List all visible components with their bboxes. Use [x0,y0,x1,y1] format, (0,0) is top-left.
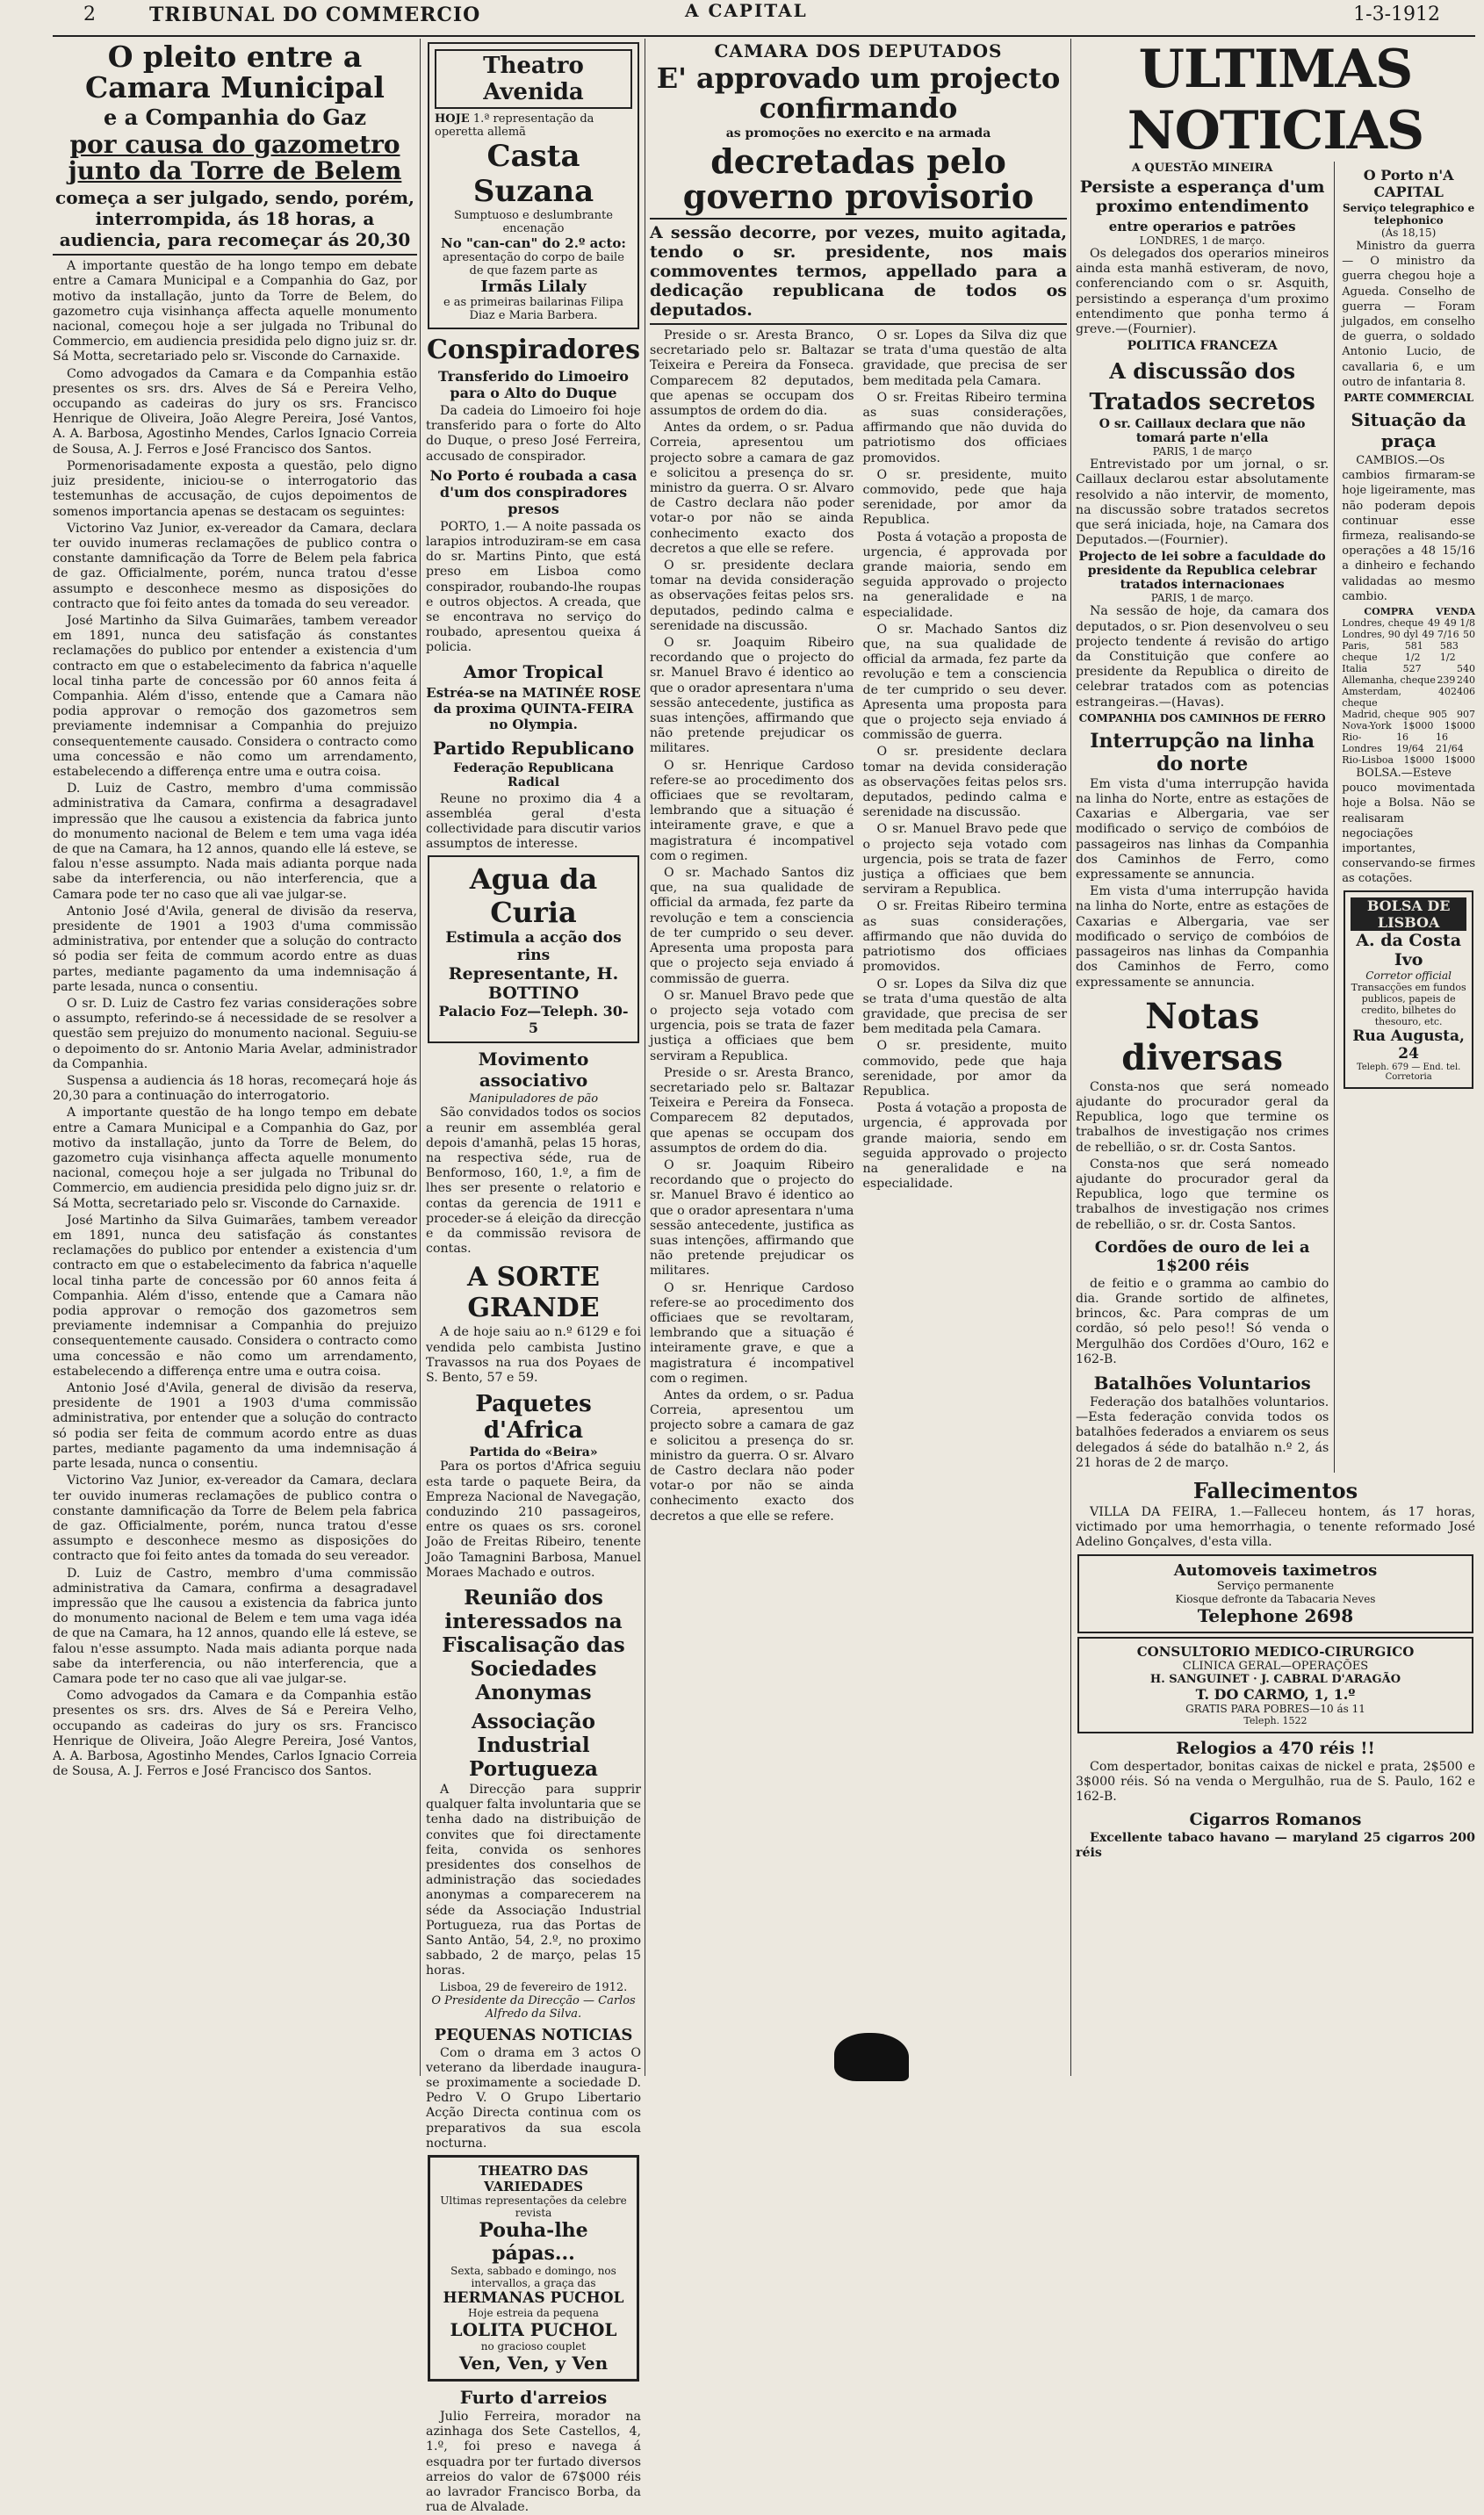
theatre-avenida-ad [428,42,639,329]
column-1 [53,39,417,2076]
notas-body: Consta-nos que será nomeado ajudante do procurador geral da Republica, logo que termine os trabalhos de investigação nos crimes de rebellião, o sr. dr. Costa Santos. [1076,1079,1329,1155]
c1-paragraph: Victorino Vaz Junior, ex-vereador da Camara, declara ter ouvido inumeras reclamações de publico contra o constante damnificação da Torre de Belem pela fabrica de gaz. Officialmente, porém, nunca tratou d'esse assumpto e desconhece mesmo as disposições do contracto que foi feito antes da tomada do seu vereador. [53,521,417,611]
c3-paragraph: O sr. Joaquim Ribeiro recordando que o projecto do sr. Manuel Bravo é identico ao que o orador apresentara n'uma sessão antecedente, justifica as suas intenções, affirmando que não pretende prejudicar os militares. [650,1157,854,1279]
cambio-row [1342,640,1475,663]
sorte-body: A de hoje saiu ao n.º 6129 e foi vendida pelo cambista Justino Travassos na rua dos Poyaes de S. Bento, 57 e 59. [426,1325,641,1386]
page-number: 2 [83,4,96,25]
variedades-name: THEATRO DAS VARIEDADES [479,2162,588,2194]
cambio-cell: Madrid, cheque [1342,709,1420,721]
cambio-cell: 527 [1402,663,1422,675]
theatre-desc: Sumptuoso e deslumbrante encenação [454,209,613,235]
c1-paragraph: A importante questão de ha longo tempo em debate entre a Camara Municipal e a Companhia do Gaz, por motivo da installação, junto da Torre de Belem, do gazometro cuja visinhança affecta aquelle monumento nacional, começou hoje a ser julgada no Tribunal do Commercio, em audiencia presidida pelo digno juiz sr. dr. Sá Motta, secretariado pelo sr. Visconde do Carnaxide. [53,1106,417,1211]
variedades-star-2: no gracioso couplet [480,2339,587,2353]
consultorio-ad [1077,1637,1473,1733]
c3-paragraph: Antes da ordem, o sr. Padua Correia, apresentou um projecto sobre a camara de gaz e solicitou a presença do sr. ministro da guerra. O sr. Alvaro de Castro declara não poder votar-o por não se ainda conhecimento exacto dos decretos a que elle se refere. [650,1387,854,1524]
conspiradores-body: Da cadeia do Limoeiro foi hoje transferido para o forte do Alto do Duque, o preso José Ferreira, accusado de conspirador. [426,404,641,464]
furto-title: Furto d'arreios [459,2386,608,2408]
notas-title: Notas diversas [1121,995,1284,1078]
politica-label: POLITICA FRANCEZA [1127,339,1278,354]
amor-tropical-sub: Estréa-se na MATINÉE ROSE da proxima QUINTA-FEIRA no Olympia. [426,684,641,732]
theatre-cancan: No "can-can" do 2.º acto: [441,235,626,251]
porto-body: Ministro da guerra — O ministro da guerra chegou hoje a Agueda. Conselho de guerra — Foram julgados, em conselho de guerra, o soldado Antonio Lucio, de cavallaria 6, e um outro de infantaria 8. [1342,240,1475,389]
c3-paragraph: O sr. presidente declara tomar na devida consideração as observações feitas pelos srs. deputados, pedindo calma e serenidade na discussão. [650,558,854,633]
batalhoes-title: Batalhões Voluntarios [1093,1372,1311,1394]
c1-headline-2: e a Companhia do Gaz [103,104,367,131]
consult-addr: T. DO CARMO, 1, 1.º [1195,1685,1356,1703]
c3-paragraph: O sr. Henrique Cardoso refere-se ao procedimento dos officiaes que se revoltaram, lembrando que a situação é inteiramente grave, e que a magistratura é incompativel com o regimen. [650,758,854,863]
pequenas-body: Com o drama em 3 actos O veterano da liberdade inaugura-se proximamente a sociedade D. Pedro V. O Grupo Libertario Acção Directa continua com os preparativos da sua escola nocturna. [426,2045,641,2151]
c1-paragraph: D. Luiz de Castro, membro d'uma commissão administrativa da Camara, confirma a desagradavel impressão que lhe causou a existencia da fabrica junto do monumento nacional de Belem e tem uma vaga idéa de que na Camara, ha 12 annos, quando elle lá esteve, se falou n'esse assumpto. Nada mais adianta porque nada sabe da interferencia, ou não interferencia, que a Camara pode ter no caso que ali vae julgar-se. [53,782,417,902]
theatre-today: HOJE [435,112,470,126]
c3-paragraph: O sr. Joaquim Ribeiro recordando que o projecto do sr. Manuel Bravo é identico ao que o orador apresentara n'uma sessão antecedente, justifica as suas intenções, affirmando que não pretende prejudicar os militares. [650,636,854,756]
cambio-cell: 581 1/2 [1404,640,1423,664]
cambio-cell: 907 [1456,709,1475,721]
c3-paragraph: O sr. Manuel Bravo pede que o projecto seja votado com urgencia, pois se trata de fazer justiça a officiaes que bem serviram a Republica. [650,988,854,1063]
cambio-cell: 49 1/8 [1444,617,1475,630]
c1-paragraph: Como advogados da Camara e da Companhia estão presentes os srs. drs. Alves de Sá e Pereira Velho, occupando as cadeiras do jury os srs. Francisco Henrique de Oliveira, João Alegre Pereira, José Vantos, A. A. Barbosa, Agostinho Mendes, Carlos Ignacio Correia de Sousa, A. J. Ferros e José Francisco dos Santos. [53,1689,417,1779]
partido-title: Partido Republicano [432,737,635,759]
agua-sub: Estimula a acção dos rins [445,929,622,965]
consult-tel: Teleph. 1522 [1243,1714,1308,1726]
porto-sub: Serviço telegraphico e telephonico [1342,202,1475,227]
variedades-song: Ven, Ven, y Ven [458,2352,609,2374]
cambio-cell: 50 [1463,629,1475,641]
caminhos-label: COMPANHIA DOS CAMINHOS DE FERRO [1078,711,1326,724]
c1-paragraph: Antonio José d'Avila, general de divisão da reserva, presidente de 1901 a 1903 d'uma commissão administrativa, por entender que a solução do contracto só podia ser feita de commum acordo entre as duas partes, mediante pagamento da uma indemnisação á parte lesada, nunca o consentiu. [53,1381,417,1472]
page-header [0,0,1484,35]
c3-sub: as promoções no exercito e na armada [725,126,991,141]
cambio-cell: 1$000 [1444,754,1475,767]
column-4 [1076,39,1475,2076]
projecto-date: PARIS, 1 de março. [1150,592,1254,605]
assoc-title: Associação Industrial Portugueza [469,1709,598,1781]
mineira-label: A QUESTÃO MINEIRA [1131,162,1273,175]
cambio-row [1342,617,1475,629]
cambios-body: CAMBIOS.—Os cambios firmaram-se hoje ligeiramente, mas não poderam depois continuar esse firmeza, realisando-se operações a 48 15/16 a dinheiro e fechando validadas ao mesmo cambio. [1342,454,1475,603]
agua-title: Agua da Curia [469,862,598,930]
paquetes-body: Para os portos d'Africa seguiu esta tarde o paquete Beira, da Empreza Nacional de Navegação, conduzindo 210 passageiros, entre os quaes os srs. coronel João de Freitas Ribeiro, tenente João Tamagnini Barbosa, Manuel Moraes Machado e outros. [426,1459,641,1580]
cambio-cell: Amsterdam, cheque [1342,686,1402,710]
c3-headline-2: decretadas pelo governo provisorio [682,141,1034,217]
bolsa-ad-addr: Rua Augusta, 24 [1352,1027,1465,1063]
cambio-cell: Italia [1342,663,1368,675]
variedades-names-2: Hoje estreia da pequena [468,2306,599,2319]
cambio-row [1342,674,1475,686]
bolsa-ad-role: Corretor official [1365,969,1452,982]
porto-time: (Ás 18,15) [1380,227,1437,239]
cigarros-body: Excellente tabaco havano — maryland 25 cigarros 200 réis [1076,1831,1475,1861]
cordoes-title: Cordões de ouro de lei a 1$200 réis [1094,1237,1310,1275]
cambio-cell: 239 [1437,674,1456,687]
c3-paragraph: Preside o sr. Aresta Branco, secretariado pelo sr. Baltazar Teixeira e Pereira da Fonseca. Comparecem 82 deputados, que apenas se occupam dos assumptos de ordem do dia. [650,1065,854,1156]
persiste-date: LONDRES, 1 de março. [1139,234,1265,247]
variedades-title: Pouha-lhe pápas... [479,2218,588,2265]
cambio-row [1342,663,1475,674]
cambio-row [1342,731,1475,754]
roubo-title: No Porto é roubada a casa d'um dos conspiradores presos [429,466,638,517]
assoc-date: Lisboa, 29 de fevereiro de 1912. [439,1980,628,1994]
c3-deck: A sessão decorre, por vezes, muito agitada, tendo o sr. presidente, nos mais commoventes termos, appellado para a dedicação republicana de todos os deputados. [650,222,1067,320]
c3-section-header: CAMARA DOS DEPUTADOS [714,40,1003,61]
variedades-ad [428,2155,639,2382]
left-running-title: TRIBUNAL DO COMMERCIO [149,4,481,26]
persiste-title: Persiste a esperança d'um proximo entendimento [1079,177,1325,216]
consult-free: GRATIS PARA POBRES—10 ás 11 [1185,1702,1365,1715]
persiste-body: Os delegados dos operarios mineiros ainda esta manhã estiveram, de novo, conferenciando com o sr. Asquith, persistindo a esperança d'um proximo entendimento que ponha termo á greve.—(Fournier). [1076,247,1329,337]
c3-paragraph: O sr. Freitas Ribeiro termina as suas considerações, affirmando que não duvida do patriotismo dos officiaes promovidos. [862,390,1067,465]
cambio-cell: 1$000 [1402,720,1434,732]
situacao-title: Situação da praça [1351,409,1466,452]
auto-tel: Telephone 2698 [1197,1604,1354,1626]
cambio-cell: Allemanha, cheque [1342,674,1436,687]
auto-sub: Serviço permanente [1216,1579,1335,1593]
cambio-cell: 1$000 [1403,754,1435,767]
cambio-head: COMPRA [1364,606,1414,618]
c3-paragraph: O sr. Machado Santos diz que, na sua qualidade de official da armada, fez parte da revolução e tem a consciencia de ter cumprido o seu dever. Apresenta uma proposta para que o projecto seja enviado á commissão de guerra. [862,622,1067,743]
cambio-row [1342,629,1475,640]
falec-title: Fallecimentos [1192,1477,1358,1503]
discussao-title: A discussão dos [1109,358,1295,385]
cordoes-body: de feitio e o gramma ao cambio do dia. Grande sortido de alfinetes, brincos, &c. Para compras de um cordão, só pelo peso!! Só venda o Mergulhão dos Cordões d'Ouro, 162 e 162-B. [1076,1276,1329,1366]
porto-title: O Porto n'A CAPITAL [1363,167,1454,200]
center-running-title: A CAPITAL [685,0,808,21]
column-2 [426,39,641,2515]
variedades-text: Sexta, sabbado e domingo, nos intervallos, a graça das [450,2264,616,2289]
c3-paragraph: Preside o sr. Aresta Branco, secretariado pelo sr. Baltazar Teixeira e Pereira da Fonseca. Comparecem 82 deputados, que apenas se occupam dos assumptos de ordem do dia. [650,328,854,418]
consult-sub: CLINICA GERAL—OPERAÇÕES [1182,1659,1369,1673]
c1-paragraph: Suspensa a audiencia ás 18 horas, recomeçará hoje ás 20,30 para a continuação do interrogatorio. [53,1074,417,1104]
furto-body: Julio Ferreira, morador na azinhaga dos Sete Castellos, 4, 1.º, foi preso e navega á esquadra por ter furtado diversos arreios do valor de 67$000 réis ao lavrador Francisco Borba, da rua de Alvalade. [426,2409,641,2515]
variedades-names: HERMANAS PUCHOL [443,2288,624,2307]
paquetes-sub: Partida do «Beira» [469,1445,598,1460]
reuniao-title: Reunião dos interessados na Fiscalisação das Sociedades Anonymas [442,1585,625,1704]
cambio-cell: 583 1/2 [1439,640,1459,664]
projecto-body: Na sessão de hoje, da camara dos deputados, o sr. Pion desenvolveu o seu projecto tendente á revisão do artigo da Constituição que confere ao presidente da Republica o direito de celebrar tratados com as potencias estrangeiras.—(Havas). [1076,604,1329,710]
bolsa-ad-tel: Teleph. 679 — End. tel. Corretoria [1356,1062,1461,1082]
cambio-cell: Rio-Londres [1342,731,1382,755]
amor-tropical-title: Amor Tropical [463,660,604,682]
parte-label: PARTE COMMERCIAL [1344,392,1474,405]
pequenas-title: PEQUENAS NOTICIAS [434,2025,633,2044]
cambio-row [1342,686,1475,709]
c3-paragraph: O sr. Lopes da Silva diz que se trata d'uma questão de alta gravidade, que precisa de ser bem meditada pela Camara. [862,976,1067,1037]
federacao-title: Federação Republicana Radical [453,760,614,789]
column-3 [650,39,1067,2076]
c1-deck: começa a ser julgado, sendo, porém, interrompida, ás 18 horas, a audiencia, para recomeçar ás 20,30 [55,187,414,251]
cambio-cell: 240 [1457,674,1475,687]
agua-curia-ad [428,855,639,1043]
cambio-cell: Paris, cheque [1342,640,1378,664]
relogios-body: Com despertador, bonitas caixas de nickel e prata, 2$500 e 3$000 réis. Só na venda o Mergulhão, rua de S. Paulo, 162 e 162-B. [1076,1759,1475,1804]
cambio-cell: Nova-York [1342,720,1392,732]
c1-paragraph: José Martinho da Silva Guimarães, tambem vereador em 1891, nunca deu satisfação ás constantes reclamações do publico por entender a existencia d'um contracto em que o estabelecimento da fabrica n'aquelle local tinha parte de concessão por 60 annos feita á Companhia. Além d'isso, entende que a Camara não podia approvar o remoção dos gazometros sem previamente indemnisar a Companhia do prejuizo consequentemente causado. Considera o contracto como uma concessão e não como um arrendamento, estabelecendo a differença entre uma e outra coisa. [53,1213,417,1379]
theatre-name: Theatro Avenida [435,49,632,109]
c3-paragraph: Posta á votação a proposta de urgencia, é approvada por grande maioria, sendo em seguida approvado o projecto na generalidade e na especialidade. [862,530,1067,620]
auto-ad [1077,1554,1473,1633]
cambio-row [1342,754,1475,766]
cambio-row [1342,720,1475,731]
c1-paragraph: A importante questão de ha longo tempo em debate entre a Camara Municipal e a Companhia do Gaz, por motivo da installação, junto da Torre de Belem, do gazometro cuja visinhança affecta aquelle monumento nacional, começou hoje a ser julgada no Tribunal do Commercio, em audiencia presidida pelo digno juiz sr. dr. Sá Motta, secretariado pelo sr. Visconde do Carnaxide. [53,259,417,364]
cambio-cell: 402 [1438,686,1457,698]
assoc-body: A Direcção para supprir qualquer falta involuntaria que se tenha dado na distribuição de convites que foi directamente feita, convida os senhores presidentes dos conselhos de administração das sociedades anonymas a comparecerem na séde da Associação Industrial Portugueza, rua das Portas de Santo Antão, 54, 2.º, no proximo sabbado, 2 de março, pelas 15 horas. [426,1782,641,1978]
page-date: 1-3-1912 [1353,4,1440,25]
relogios-title: Relogios a 470 réis !! [1176,1738,1375,1758]
auto-title: Automoveis taximetros [1173,1560,1378,1580]
cambio-cell: Londres, 90 dyl [1342,629,1419,641]
interrupcao-title: Interrupção na linha do norte [1090,729,1315,775]
bolsa-ad-title: BOLSA DE LISBOA [1351,897,1466,931]
federacao-body: Reune no proximo dia 4 a assembléa geral d'esta collectividade para discutir varios assumptos de interesse. [426,791,641,852]
variedades-sub: Ultimas representações da celebre revista [440,2194,627,2219]
cambio-cell: 49 [1427,617,1440,630]
c1-paragraph: Victorino Vaz Junior, ex-vereador da Camara, declara ter ouvido inumeras reclamações de publico contra o constante damnificação da Torre de Belem pela fabrica de gaz. Officialmente, porém, nunca tratou d'esse assumpto e desconhece mesmo as disposições do contracto que foi feito antes da tomada do seu vereador. [53,1474,417,1564]
cambio-cell: 16 19/64 [1396,731,1424,755]
cambio-cell: 540 [1456,663,1475,675]
roubo-body: PORTO, 1.— A noite passada os larapios introduziram-se em casa do sr. Martins Pinto, que está preso em Lisboa como conspirador, roubando-lhe roupas e outros objectos. A creada, que se encontrava no serviço do roubado, apresentou queixa á policia. [426,519,641,655]
sorte-title: A SORTE GRANDE [466,1262,601,1324]
c3-paragraph: Antes da ordem, o sr. Padua Correia, apresentou um projecto sobre a camara de gaz e solicitou a presença do sr. ministro da guerra. O sr. Alvaro de Castro declara não poder votar-o por não se ainda conhecimento exacto dos decretos a que elle se refere. [650,421,854,556]
c1-headline-3: por causa do gazometro junto da Torre de Belem [68,130,402,185]
c1-paragraph: Pormenorisadamente exposta a questão, pelo digno juiz presidente, iniciou-se o interrogatorio das testemunhas de accusação, de cujos depoimentos de somenos importancia apenas se destacam os seguintes: [53,458,417,519]
conspiradores-title: Conspiradores [427,335,640,365]
bolsa-ad [1344,890,1473,1089]
cambio-cell: 905 [1429,709,1448,721]
c3-paragraph: O sr. Lopes da Silva diz que se trata d'uma questão de alta gravidade, que precisa de ser bem meditada pela Camara. [862,328,1067,388]
c3-paragraph: O sr. presidente, muito commovido, pede que haja serenidade, por amor da Republica. [862,1039,1067,1099]
c3-paragraph: O sr. Henrique Cardoso refere-se ao procedimento dos officiaes que se revoltaram, lembrando que a situação é inteiramente grave, e que a magistratura é incompativel com o regimen. [650,1280,854,1386]
cambio-cell: Rio-Lisboa [1342,754,1394,767]
agua-addr: Palacio Foz—Teleph. 30-5 [438,1003,629,1037]
c3-paragraph: O sr. Manuel Bravo pede que o projecto seja votado com urgencia, pois se trata de fazer justiça a officiaes que bem serviram a Republica. [862,822,1067,897]
movimento-title: Movimento associativo [478,1049,589,1092]
bolsa-ad-text: Transacções em fundos publicos, papeis de credito, bilhetes do thesouro, etc. [1351,981,1466,1027]
c3-paragraph: O sr. Machado Santos diz que, na sua qualidade de official da armada, fez parte da revolução e tem a consciencia de ter cumprido o seu dever. Apresenta uma proposta para que o projecto seja enviado á commissão de guerra. [650,866,854,986]
movimento-sub: Manipuladores de pão [468,1092,599,1106]
theatre-show-title: Casta Suzana [472,139,594,209]
bolsa-body: BOLSA.—Esteve pouco movimentada hoje a Bolsa. Não se realisaram negociações importantes, conservando-se firmes as cotações. [1342,767,1475,886]
movimento-body: São convidados todos os socios a reunir em assembléa geral depois d'amanhã, pelas 15 horas, na respectiva séde, rua de Benformoso, 160, 1.º, a fim de lhes ser presente o relatorio e contas da gerencia de 1911 e proceder-se á eleição da direcção e da commissão revisora de contas. [426,1106,641,1257]
projecto-title: Projecto de lei sobre a faculdade do presidente da Republica celebrar tratados internacionaes [1078,550,1326,593]
cambio-row [1342,709,1475,720]
c1-paragraph: Como advogados da Camara e da Companhia estão presentes os srs. drs. Alves de Sá e Pereira Velho, occupando as cadeiras do jury os srs. Francisco Henrique de Oliveira, João Alegre Pereira, José Vantos, A. A. Barbosa, Agostinho Mendes, Carlos Ignacio Correia de Sousa, A. J. Ferros e José Francisco dos Santos. [53,366,417,457]
c1-paragraph: Antonio José d'Avila, general de divisão da reserva, presidente de 1901 a 1903 d'uma commissão administrativa, por entender que a solução do contracto só podia ser feita de commum acordo entre as duas partes, mediante pagamento da uma indemnisação á parte lesada, nunca o consentiu. [53,904,417,994]
c3-headline: E' approvado um projecto confirmando [656,61,1061,125]
c1-headline: O pleito entre a Camara Municipal [85,40,385,104]
cambio-head: VENDA [1435,606,1475,618]
cambio-table [1342,617,1475,766]
consult-docs: H. SANGUINET · J. CABRAL D'ARAGÃO [1149,1672,1401,1686]
agua-rep: Representante, H. BOTTINO [448,964,619,1004]
notas-body: Consta-nos que será nomeado ajudante do procurador geral da Republica, logo que termine os trabalhos de investigação nos crimes de rebellião, o sr. dr. Costa Santos. [1076,1157,1329,1232]
c3-paragraph: O sr. presidente, muito commovido, pede que haja serenidade, por amor da Republica. [862,467,1067,528]
cambio-cell: 16 21/64 [1436,731,1464,755]
c1-paragraph: O sr. D. Luiz de Castro fez varias considerações sobre o assumpto, referindo-se á necessidade de se resolver a questão sem prejuizo do monumento nacional. Seguiu-se o depoimento do sr. Antonio Maria Avelar, administrador da Companhia. [53,997,417,1071]
caillaux-title: O sr. Caillaux declara que não tomará parte n'ella [1099,417,1306,446]
c1-paragraph: José Martinho da Silva Guimarães, tambem vereador em 1891, nunca deu satisfação ás constantes reclamações do publico por entender a existencia d'um contracto em que o estabelecimento da fabrica n'aquelle local tinha parte de concessão por 60 annos feita á Companhia. Além d'isso, entende que a Camara não podia approvar o remoção dos gazometros sem previamente indemnisar a Companhia do prejuizo consequentemente causado. Considera o contracto como uma concessão e não como um arrendamento, estabelecendo a differença entre uma e outra coisa. [53,613,417,779]
interrupcao-body: Em vista d'uma interrupção havida na linha do Norte, entre as estações de Caxarias e Albergaria, vae ser modificado o serviço de combóios de passageiros nas linhas da Companhia dos Caminhos de Ferro, como expressamente se annuncia. [1076,776,1329,883]
cambio-cell: 406 [1457,686,1475,698]
cambio-cell: 49 7/16 [1422,629,1459,641]
variedades-star: LOLITA PUCHOL [450,2318,617,2340]
cambio-cell: 1$000 [1444,720,1475,732]
caillaux-date: PARIS, 1 de março [1152,445,1252,458]
cambio-cell: Londres, cheque [1342,617,1424,630]
ultimas-noticias-title: ULTIMAS NOTICIAS [1127,39,1424,162]
tratados-title: Tratados secretos [1089,389,1315,416]
interrupcao-body: Em vista d'uma interrupção havida na linha do Norte, entre as estações de Caxarias e Albergaria, vae ser modificado o serviço de combóios de passageiros nas linhas da Companhia dos Caminhos de Ferro, como expressamente se annuncia. [1076,884,1329,990]
theatre-cancan-2: apresentação do corpo de baile de que fazem parte as [443,251,624,277]
consult-title: CONSULTORIO MEDICO-CIRURGICO [1136,1643,1415,1660]
conspiradores-sub: Transferido do Limoeiro para o Alto do Duque [438,368,629,401]
batalhoes-body: Federação dos batalhões voluntarios.—Esta federação convida todos os batalhões federados a enviarem os seus delegados á séde do batalhão n.º 2, ás 21 horas de 2 de março. [1076,1394,1329,1470]
falec-body: VILLA DA FEIRA, 1.—Falleceu hontem, ás 17 horas, victimado por uma hemorrhagia, o tenente reformado José Adelino Gonçalves, d'esta villa. [1076,1504,1475,1550]
paquetes-title: Paquetes d'Africa [475,1391,592,1445]
auto-kiosk: Kiosque defronte da Tabacaria Neves [1175,1592,1376,1605]
c3-paragraph: O sr. Freitas Ribeiro termina as suas considerações, affirmando que não duvida do patriotismo dos officiaes promovidos. [862,899,1067,975]
bolsa-ad-name: A. da Costa Ivo [1356,930,1462,969]
c1-paragraph: D. Luiz de Castro, membro d'uma commissão administrativa da Camara, confirma a desagradavel impressão que lhe causou a existencia da fabrica junto do monumento nacional de Belem e tem uma vaga idéa de que na Camara, ha 12 annos, quando elle lá esteve, se falou n'esse assumpto. Nada mais adianta porque nada sabe da interferencia, ou não interferencia, que a Camara pode ter no caso que ali vae julgar-se. [53,1566,417,1686]
caillaux-body: Entrevistado por um jornal, o sr. Caillaux declarou estar absolutamente resolvido a não intervir, de momento, na discussão sobre tratados secretos que será iniciada, hoje, na Camara dos Deputados.—(Fournier). [1076,458,1329,548]
persiste-sub: entre operarios e patrões [1108,219,1296,234]
theatre-note: 1.ª representação da operetta allemã [435,112,594,139]
ink-stain [834,2033,909,2081]
assoc-sign: O Presidente da Direcção — Carlos Alfredo da Silva. [431,1993,636,2021]
cigarros-title: Cigarros Romanos [1189,1810,1362,1830]
c3-paragraph: O sr. presidente declara tomar na devida consideração as observações feitas pelos srs. deputados, pedindo calma e serenidade na discussão. [862,745,1067,820]
theatre-irmas: Irmãs Lilaly [480,277,587,296]
theatre-irmas-2: e as primeiras bailarinas Filipa Diaz e Maria Barbera. [443,296,624,322]
c3-paragraph: Posta á votação a proposta de urgencia, é approvada por grande maioria, sendo em seguida approvado o projecto na generalidade e na especialidade. [862,1101,1067,1192]
